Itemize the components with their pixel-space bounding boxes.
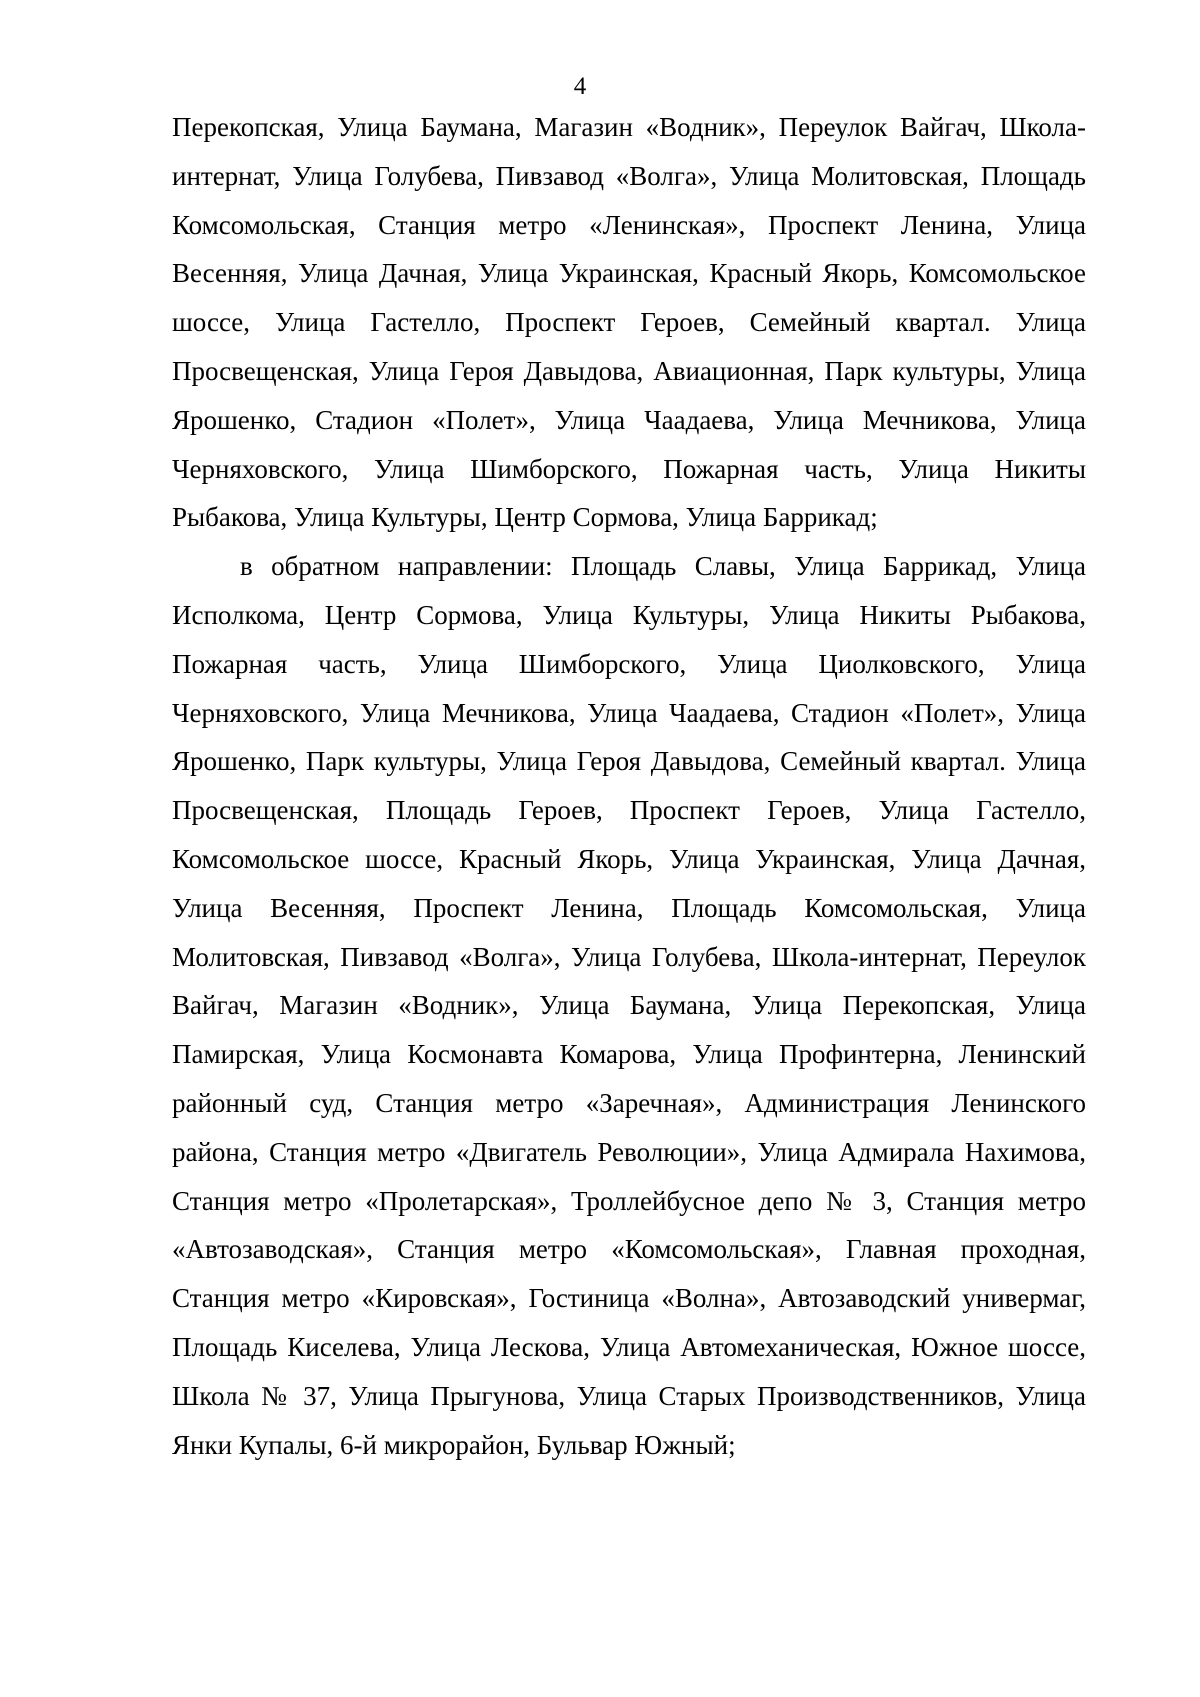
page-number: 4 (573, 73, 587, 100)
document-body (172, 103, 1086, 1469)
paragraph-route-reverse-direction: в обратном направлении: Площадь Славы, Улица Баррикад, Улица Исполкома, Центр Сормова, Улица Культуры, Улица Никиты Рыбакова, Пожарная часть, Улица Шимборского, Улица Циолковского, Улица Черняховского, Улица Мечникова, Улица Чаадаева, Стадион «Полет», Улица Ярошенко, Парк культуры, Улица Героя Давыдова, Семейный квартал. Улица Просвещенская, Площадь Героев, Проспект Героев, Улица Гастелло, Комсомольское шоссе, Красный Якорь, Улица Украинская, Улица Дачная, Улица Весенняя, Проспект Ленина, Площадь Комсомольская, Улица Молитовская, Пивзавод «Волга», Улица Голубева, Школа-интернат, Переулок Вайгач, Магазин «Водник», Улица Баумана, Улица Перекопская, Улица Памирская, Улица Космонавта Комарова, Улица Профинтерна, Ленинский районный суд, Станция метро «Заречная», Администрация Ленинского района, Станция метро «Двигатель Революции», Улица Адмирала Нахимова, Станция метро «Пролетарская», Троллейбусное депо № 3, Станция метро «Автозаводская», Станция метро «Комсомольская», Главная проходная, Станция метро «Кировская», Гостиница «Волна», Автозаводский универмаг, Площадь Киселева, Улица Лескова, Улица Автомеханическая, Южное шоссе, Школа № 37, Улица Прыгунова, Улица Старых Производственников, Улица Янки Купалы, 6-й микрорайон, Бульвар Южный; (172, 551, 1086, 1460)
paragraph-route-forward-continuation: Перекопская, Улица Баумана, Магазин «Водник», Переулок Вайгач, Школа-интернат, Улица Голубева, Пивзавод «Волга», Улица Молитовская, Площадь Комсомольская, Станция метро «Ленинская», Проспект Ленина, Улица Весенняя, Улица Дачная, Улица Украинская, Красный Якорь, Комсомольское шоссе, Улица Гастелло, Проспект Героев, Семейный квартал. Улица Просвещенская, Улица Героя Давыдова, Авиационная, Парк культуры, Улица Ярошенко, Стадион «Полет», Улица Чаадаева, Улица Мечникова, Улица Черняховского, Улица Шимборского, Пожарная часть, Улица Никиты Рыбакова, Улица Культуры, Центр Сормова, Улица Баррикад; (172, 112, 1086, 533)
